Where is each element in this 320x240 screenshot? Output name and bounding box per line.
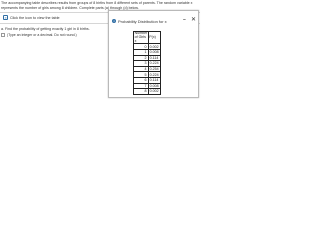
- cell-x: 4: [134, 66, 149, 72]
- cell-x: 2: [134, 55, 149, 61]
- cell-p: 0.254: [149, 66, 159, 71]
- info-icon: i: [113, 18, 115, 23]
- minimize-button[interactable]: –: [183, 17, 186, 23]
- cell-p: 0.008: [149, 50, 159, 55]
- cell-p: 0.008: [149, 83, 159, 88]
- probability-distribution-popup: [108, 10, 199, 98]
- view-table-link[interactable]: Click the icon to view the table: [10, 15, 60, 20]
- cell-x: 0: [134, 44, 149, 50]
- cell-p: 0.002: [149, 44, 159, 49]
- answer-hint: (Type an integer or a decimal. Do not round.): [7, 33, 77, 37]
- cell-x: 8: [134, 89, 149, 95]
- distribution-table: [133, 31, 161, 95]
- cell-x: 5: [134, 72, 149, 78]
- cell-p: 0.002: [149, 89, 159, 94]
- table-header-px: P(x): [148, 32, 160, 44]
- cell-p: 0.224: [149, 72, 159, 77]
- cell-p: 0.114: [148, 55, 160, 61]
- table-icon[interactable]: ≡: [4, 16, 7, 20]
- close-button[interactable]: ✕: [191, 17, 197, 23]
- problem-statement: The accompanying table describes results from groups of 8 births from 8 different sets of parents. The random variable x represents the number of girls among 8 children. Complete parts (a) through (d) below.: [1, 1, 193, 10]
- answer-input[interactable]: [1, 33, 5, 37]
- question-a: a. Find the probability of getting exactly 1 girl in 8 births.: [1, 27, 90, 31]
- cell-p: 0.224: [149, 61, 159, 66]
- cell-x: 7: [134, 83, 149, 89]
- table-row: [134, 89, 161, 95]
- table-header-number-of-girls: Number of Girls x: [134, 31, 148, 43]
- popup-title: Probability Distribution for x: [118, 18, 167, 24]
- cell-x: 1: [134, 49, 149, 55]
- cell-x: 6: [134, 77, 149, 83]
- cell-p: 0.114: [148, 77, 160, 83]
- cell-x: 3: [134, 61, 149, 67]
